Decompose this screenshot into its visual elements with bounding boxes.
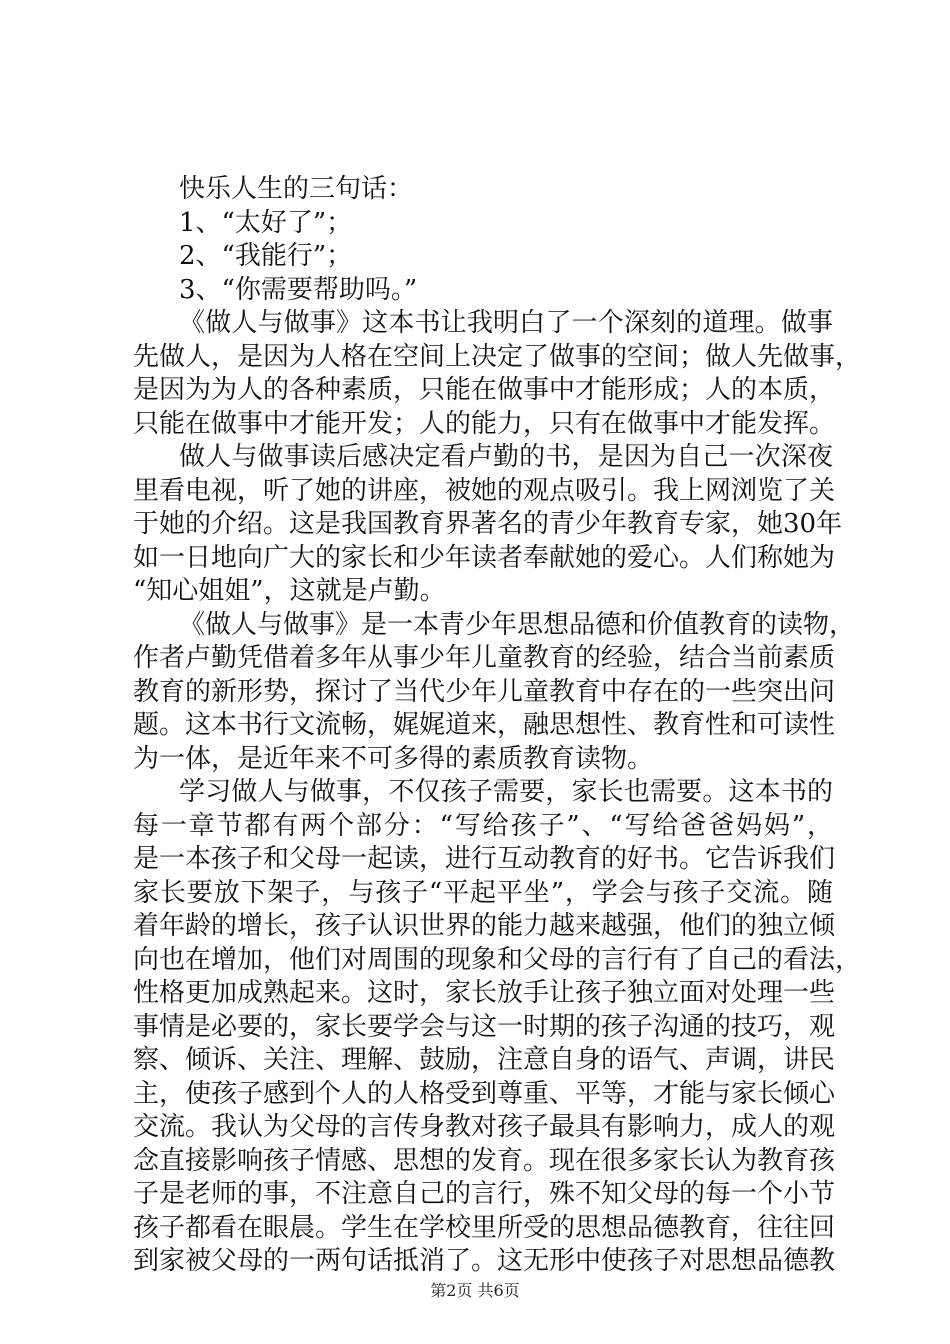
paragraph-line: 交流。我认为父母的言传身教对孩子最具有影响力，成人的观 bbox=[133, 1112, 836, 1142]
paragraph-line: 为一体，是近年来不可多得的素质教育读物。 bbox=[133, 744, 654, 774]
paragraph-line: 学习做人与做事，不仅孩子需要，家长也需要。这本书的 bbox=[179, 777, 833, 807]
paragraph-line: 作者卢勤凭借着多年从事少年儿童教育的经验，结合当前素质 bbox=[133, 643, 836, 673]
paragraph-line: 主，使孩子感到个人的人格受到尊重、平等，才能与家长倾心 bbox=[133, 1079, 836, 1109]
paragraph-line: “知心姐姐”，这就是卢勤。 bbox=[133, 576, 446, 606]
paragraph-line: 是一本孩子和父母一起读，进行互动教育的好书。它告诉我们 bbox=[133, 844, 836, 874]
paragraph-line: 着年龄的增长，孩子认识世界的能力越来越强，他们的独立倾 bbox=[133, 911, 836, 941]
paragraph-line: 性格更加成熟起来。这时，家长放手让孩子独立面对处理一些 bbox=[133, 978, 836, 1008]
paragraph-line: 《做人与做事》这本书让我明白了一个深刻的道理。做事 bbox=[179, 308, 833, 338]
paragraph-line: 做人与做事读后感决定看卢勤的书，是因为自己一次深夜 bbox=[179, 442, 833, 472]
paragraph-line: 教育的新形势，探讨了当代少年儿童教育中存在的一些突出问 bbox=[133, 677, 836, 707]
list-item: 3、“你需要帮助吗。” bbox=[179, 275, 418, 305]
list-item: 2、“我能行”； bbox=[179, 241, 353, 271]
paragraph-line: 家长要放下架子，与孩子“平起平坐”，学会与孩子交流。随 bbox=[133, 878, 833, 908]
paragraph-line: 孩子都看在眼晨。学生在学校里所受的思想品德教育，往往回 bbox=[133, 1213, 836, 1243]
list-item: 1、“太好了”； bbox=[179, 208, 353, 238]
paragraph-line: 于她的介绍。这是我国教育界著名的青少年教育专家，她30年 bbox=[133, 509, 843, 539]
paragraph-line: 到家被父母的一两句话抵消了。这无形中使孩子对思想品德教 bbox=[133, 1246, 836, 1276]
paragraph-line: 是因为为人的各种素质，只能在做事中才能形成；人的本质， bbox=[133, 375, 836, 405]
paragraph-line: 每一章节都有两个部分：“写给孩子”、“写给爸爸妈妈”， bbox=[133, 811, 833, 841]
paragraph-line: 先做人，是因为人格在空间上决定了做事的空间；做人先做事， bbox=[133, 342, 862, 372]
paragraph-line: 念直接影响孩子情感、思想的发育。现在很多家长认为教育孩 bbox=[133, 1146, 836, 1176]
paragraph-line: 只能在做事中才能开发；人的能力，只有在做事中才能发挥。 bbox=[133, 409, 836, 439]
paragraph-line: 事情是必要的，家长要学会与这一时期的孩子沟通的技巧，观 bbox=[133, 1012, 836, 1042]
page-footer: 第2页 共6页 bbox=[430, 1281, 520, 1300]
paragraph-line: 如一日地向广大的家长和少年读者奉献她的爱心。人们称她为 bbox=[133, 543, 836, 573]
list-heading: 快乐人生的三句话： bbox=[179, 174, 414, 204]
paragraph-line: 题。这本书行文流畅，娓娓道来，融思想性、教育性和可读性 bbox=[133, 710, 836, 740]
paragraph-line: 向也在增加，他们对周围的现象和父母的言行有了自己的看法， bbox=[133, 945, 862, 975]
paragraph-line: 察、倾诉、关注、理解、鼓励，注意自身的语气、声调，讲民 bbox=[133, 1045, 836, 1075]
paragraph-line: 子是老师的事，不注意自己的言行，殊不知父母的每一个小节 bbox=[133, 1179, 836, 1209]
paragraph-line: 《做人与做事》是一本青少年思想品德和价值教育的读物， bbox=[179, 610, 856, 640]
paragraph-line: 里看电视，听了她的讲座，被她的观点吸引。我上网浏览了关 bbox=[133, 476, 836, 506]
